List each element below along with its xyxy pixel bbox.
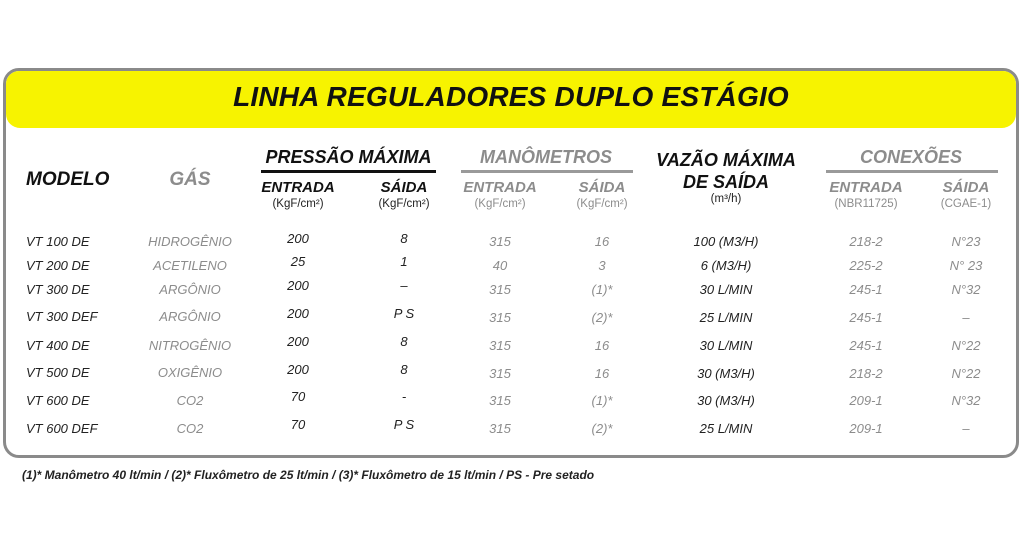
header-conexoes-title: CONEXÕES bbox=[859, 147, 963, 167]
header-gas: GÁS bbox=[169, 169, 211, 190]
cell-modelo: VT 400 DE bbox=[26, 338, 90, 353]
cell-modelo: VT 600 DEF bbox=[26, 421, 98, 436]
cell-pressao-saida: – bbox=[400, 278, 408, 293]
cell-conexao-entrada: 209-1 bbox=[849, 393, 883, 408]
cell-gas: OXIGÊNIO bbox=[157, 365, 223, 380]
cell-pressao-entrada: 200 bbox=[287, 306, 309, 321]
footnote: (1)* Manômetro 40 lt/min / (2)* Fluxômetro de 25 lt/min / (3)* Fluxômetro de 15 lt/min / PS - Pre setado bbox=[22, 468, 595, 482]
header-pressao-saida-unit: (KgF/cm²) bbox=[378, 198, 430, 210]
cell-manometro-entrada: 315 bbox=[489, 366, 511, 381]
header-conexoes-saida-unit: (CGAE-1) bbox=[940, 198, 992, 210]
page-title: LINHA REGULADORES DUPLO ESTÁGIO bbox=[233, 81, 789, 112]
cell-pressao-saida: - bbox=[401, 389, 407, 404]
cell-manometro-entrada: 315 bbox=[489, 310, 511, 325]
cell-conexao-saida: N°23 bbox=[951, 234, 981, 249]
conexoes-underline bbox=[826, 170, 998, 173]
cell-manometro-saida: 16 bbox=[594, 234, 610, 249]
header-manometros-entrada-unit: (KgF/cm²) bbox=[474, 198, 526, 210]
cell-manometro-entrada: 40 bbox=[492, 258, 508, 273]
cell-gas: NITROGÊNIO bbox=[148, 338, 232, 353]
cell-pressao-saida: P S bbox=[393, 306, 415, 321]
cell-modelo: VT 300 DE bbox=[26, 282, 90, 297]
cell-manometro-saida: (1)* bbox=[591, 393, 613, 408]
cell-modelo: VT 100 DE bbox=[26, 234, 90, 249]
cell-vazao: 30 (M3/H) bbox=[697, 366, 755, 381]
cell-manometro-entrada: 315 bbox=[489, 393, 511, 408]
header-pressao-saida: SÁIDA bbox=[380, 179, 428, 196]
cell-conexao-entrada: 245-1 bbox=[849, 310, 883, 325]
cell-conexao-entrada: 218-2 bbox=[849, 234, 883, 249]
cell-pressao-saida: P S bbox=[393, 417, 415, 432]
cell-pressao-saida: 8 bbox=[400, 231, 408, 246]
cell-manometro-saida: 16 bbox=[594, 366, 610, 381]
cell-gas: CO2 bbox=[176, 421, 204, 436]
cell-manometro-saida: (1)* bbox=[591, 282, 613, 297]
header-conexoes-saida: SÁIDA bbox=[942, 179, 990, 196]
header-manometros-entrada: ENTRADA bbox=[463, 179, 537, 196]
cell-vazao: 30 L/MIN bbox=[699, 338, 753, 353]
cell-manometro-saida: (2)* bbox=[591, 421, 613, 436]
cell-conexao-saida: N° 23 bbox=[949, 258, 983, 273]
cell-pressao-entrada: 200 bbox=[287, 278, 309, 293]
cell-conexao-saida: N°22 bbox=[951, 366, 981, 381]
cell-manometro-entrada: 315 bbox=[489, 421, 511, 436]
cell-pressao-entrada: 25 bbox=[290, 254, 306, 269]
cell-manometro-saida: 3 bbox=[598, 258, 606, 273]
header-conexoes-entrada-unit: (NBR11725) bbox=[834, 198, 898, 210]
cell-gas: ARGÔNIO bbox=[159, 282, 221, 297]
header-manometros-saida: SÁIDA bbox=[578, 179, 626, 196]
header-manometros-title: MANÔMETROS bbox=[480, 147, 612, 167]
pressao-underline bbox=[261, 170, 436, 173]
cell-modelo: VT 300 DEF bbox=[26, 309, 98, 324]
cell-manometro-entrada: 315 bbox=[489, 338, 511, 353]
cell-conexao-entrada: 209-1 bbox=[849, 421, 883, 436]
product-table-card bbox=[3, 68, 1019, 458]
cell-vazao: 30 L/MIN bbox=[699, 282, 753, 297]
header-pressao-title: PRESSÃO MÁXIMA bbox=[265, 147, 432, 167]
cell-pressao-entrada: 200 bbox=[287, 231, 309, 246]
header-vazao-line1: VAZÃO MÁXIMA bbox=[656, 150, 796, 170]
cell-pressao-entrada: 70 bbox=[290, 417, 306, 432]
header-pressao-entrada-unit: (KgF/cm²) bbox=[272, 198, 324, 210]
cell-modelo: VT 500 DE bbox=[26, 365, 90, 380]
header-pressao-entrada: ENTRADA bbox=[261, 179, 335, 196]
cell-manometro-saida: (2)* bbox=[591, 310, 613, 325]
cell-conexao-entrada: 218-2 bbox=[849, 366, 883, 381]
cell-vazao: 100 (M3/H) bbox=[693, 234, 759, 249]
cell-conexao-entrada: 245-1 bbox=[849, 282, 883, 297]
cell-conexao-saida: N°32 bbox=[951, 282, 981, 297]
cell-vazao: 30 (M3/H) bbox=[697, 393, 755, 408]
cell-pressao-saida: 8 bbox=[400, 334, 408, 349]
cell-pressao-saida: 8 bbox=[400, 362, 408, 377]
cell-modelo: VT 600 DE bbox=[26, 393, 90, 408]
cell-vazao: 6 (M3/H) bbox=[700, 258, 752, 273]
cell-conexao-saida: N°32 bbox=[951, 393, 981, 408]
cell-manometro-saida: 16 bbox=[594, 338, 610, 353]
cell-conexao-entrada: 225-2 bbox=[849, 258, 883, 273]
cell-manometro-entrada: 315 bbox=[489, 282, 511, 297]
cell-conexao-saida: N°22 bbox=[951, 338, 981, 353]
cell-gas: CO2 bbox=[176, 393, 204, 408]
cell-vazao: 25 L/MIN bbox=[699, 421, 753, 436]
cell-manometro-entrada: 315 bbox=[489, 234, 511, 249]
cell-conexao-saida: – bbox=[962, 310, 970, 325]
cell-modelo: VT 200 DE bbox=[26, 258, 90, 273]
header-vazao-line2: DE SAÍDA bbox=[682, 172, 769, 192]
manometros-underline bbox=[461, 170, 633, 173]
header-vazao-unit: (m³/h) bbox=[710, 193, 742, 205]
cell-gas: ACETILENO bbox=[153, 258, 227, 273]
cell-gas: HIDROGÊNIO bbox=[148, 234, 232, 249]
cell-vazao: 25 L/MIN bbox=[699, 310, 753, 325]
cell-pressao-entrada: 200 bbox=[287, 362, 309, 377]
header-manometros-saida-unit: (KgF/cm²) bbox=[576, 198, 628, 210]
cell-pressao-entrada: 70 bbox=[290, 389, 306, 404]
header-modelo: MODELO bbox=[26, 169, 110, 190]
cell-conexao-entrada: 245-1 bbox=[849, 338, 883, 353]
cell-pressao-entrada: 200 bbox=[287, 334, 309, 349]
cell-conexao-saida: – bbox=[962, 421, 970, 436]
cell-pressao-saida: 1 bbox=[400, 254, 408, 269]
header-conexoes-entrada: ENTRADA bbox=[829, 179, 903, 196]
cell-gas: ARGÔNIO bbox=[159, 309, 221, 324]
title-banner bbox=[6, 71, 1016, 128]
